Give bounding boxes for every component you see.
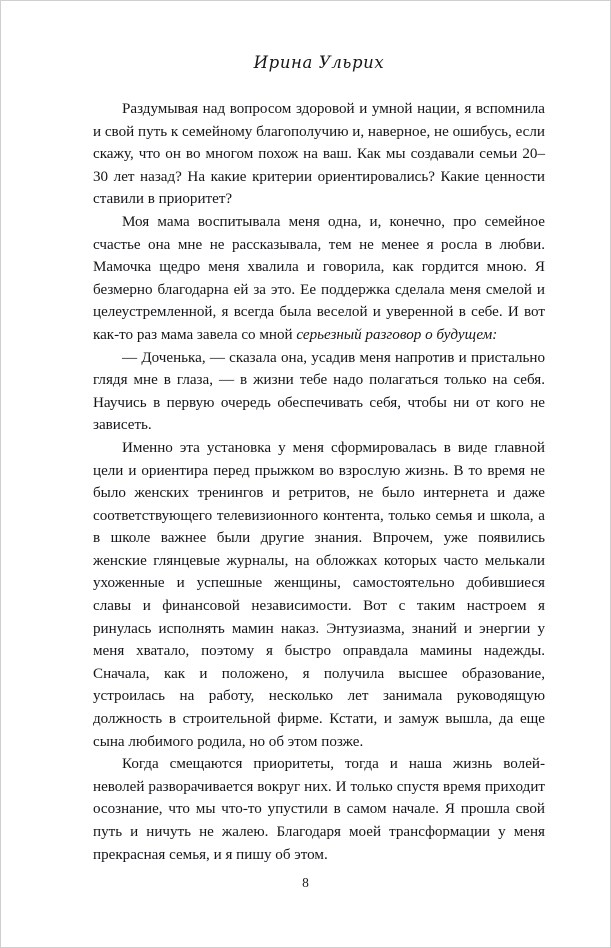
paragraph-text: Моя мама воспитывала меня одна, и, конечно, про семейное счастье она мне не рассказывала, тем не менее я росла в любви. Мамочка щедро меня хвалила и говорила, как гордится мною. Я безмерно благодарна ей за это. Ее поддержка сделала меня смелой и целеустремленной, я всегда была веселой и уверенной в себе. И вот как-то раз мама завела со мной: [93, 213, 545, 343]
italic-phrase: серьезный разговор о будущем:: [296, 326, 498, 343]
page-content: [93, 53, 545, 893]
paragraph: Когда смещаются приоритеты, тогда и наша жизнь волей-неволей разворачивается вокруг них. И только спустя время приходит осознание, что мы что-то упустили в самом начале. Я прошла свой путь и ничуть не жалею. Благодаря моей трансформации у меня прекрасная семья, и я пишу об этом.: [93, 756, 545, 863]
page-body: [93, 98, 545, 866]
paragraph-dialogue: — Доченька, — сказала она, усадив меня напротив и пристально глядя мне в глаза, — в жизни тебе надо полагаться только на себя. Научись в первую очередь обеспечивать себя, чтобы ни от кого не зависеть.: [93, 349, 545, 434]
paragraph: Раздумывая над вопросом здоровой и умной нации, я вспомнила и свой путь к семейному благополучию и, наверное, не ошибусь, если скажу, что он во многом похож на ваш. Как мы создавали семьи 20–30 лет назад? На какие критерии ориентировались? Какие ценности ставили в приоритет?: [93, 101, 545, 208]
page-number: 8: [302, 875, 309, 890]
paragraph: Именно эта установка у меня сформировалась в виде главной цели и ориентира перед прыжком во взрослую жизнь. В то время не было женских тренингов и ретритов, не было интернета и даже соответствующего телевизионного контента, только семья и школа, а в школе важнее были другие знания. Впрочем, уже появились женские глянцевые журналы, на обложках которых часто мелькали ухоженные и успешные женщины, самостоятельно добившиеся славы и финансовой независимости. Вот с таким настроем я ринулась исполнять мамин наказ. Энтузиазма, знаний и энергии у меня хватало, поэтому я быстро оправдала мамины надежды. Сначала, как и положено, я получила высшее образование, устроилась на работу, несколько лет занимала руководящую должность в строительной фирме. Кстати, и замуж вышла, да еще сына любимого родила, но об этом позже.: [93, 439, 545, 750]
paragraph: [93, 211, 545, 347]
running-head-author: Ирина Ульрих: [253, 53, 385, 72]
